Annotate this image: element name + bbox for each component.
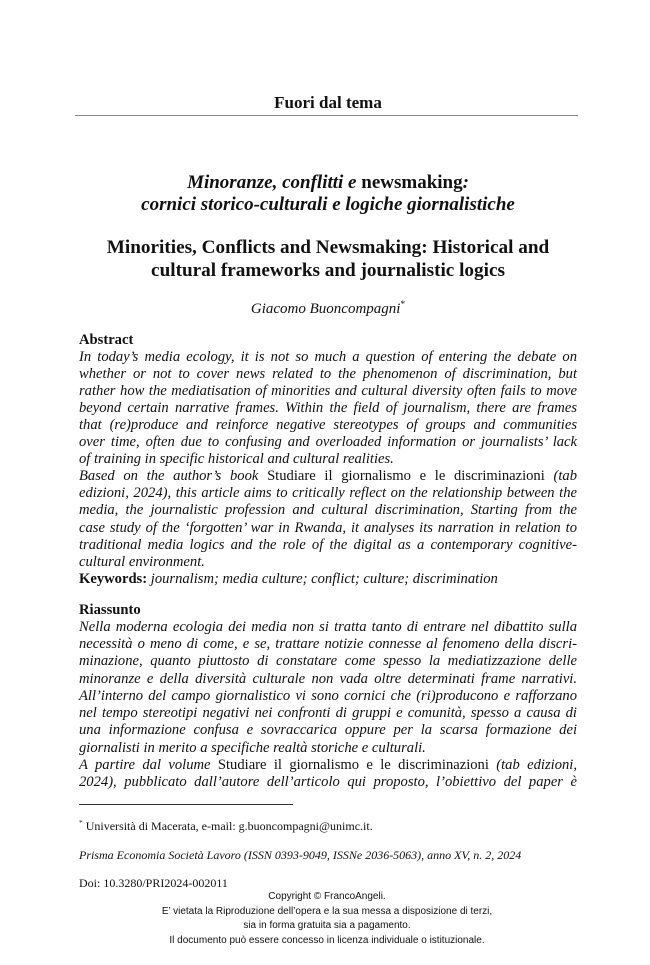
copyright-line: sia in forma gratuita sia a pagamento.	[243, 920, 411, 931]
keywords-label: Keywords:	[79, 570, 148, 587]
riassunto-line: giornalisti in merito a specifiche realtà storiche e culturali.	[79, 739, 426, 756]
footnote-mark: *	[79, 818, 83, 827]
abstract-line: case study of the ‘forgotten’ war in Rwanda, it analyses its narration in relation to	[79, 519, 577, 536]
abstract-line: that (re)produce and reinforce negative stereotypes of groups and communities	[79, 416, 577, 433]
section-title: Fuori dal tema	[274, 93, 382, 112]
keywords-list: journalism; media culture; conflict; culture; discrimination	[150, 570, 498, 587]
riassunto-line-text: A partire dal volume	[79, 756, 211, 773]
copyright-line: Copyright © FrancoAngeli.	[268, 891, 386, 902]
abstract-line: beyond certain narrative frames. Within the field of journalism, there are frames	[79, 399, 577, 416]
riassunto-line: minazione, quanto piuttosto di constatare come spesso la mediatizzazione delle	[79, 653, 577, 670]
riassunto-section	[79, 602, 577, 792]
header-rule	[75, 115, 578, 116]
author-footnote-mark: *	[400, 300, 406, 310]
riassunto-line: necessità o meno di come, e se, trattare notizie connesse al fenomeno della discri-	[79, 636, 577, 652]
abstract-line-text: (tab	[553, 468, 578, 485]
abstract-line: cultural environment.	[79, 553, 205, 570]
footnote	[79, 819, 577, 833]
title-italian	[79, 172, 577, 215]
title-italian-text: Minoranze, conflitti e	[187, 172, 357, 193]
abstract-heading: Abstract	[79, 331, 134, 348]
footnote-rule	[79, 804, 293, 805]
riassunto-line: nel tempo stereotipi negativi nei confronti di gruppi e comunità, spesso a causa di	[79, 705, 577, 721]
abstract-line: media, the journalistic profession and cultural discrimination, Starting from the	[79, 502, 577, 519]
riassunto-line: 2024), pubblicato dall’autore dell’articolo qui proposto, l’obiettivo del paper è	[79, 774, 577, 790]
footnote-text: Università di Macerata, e-mail: g.buoncompagni@unimc.it.	[85, 819, 373, 833]
book-title: Studiare il giornalismo e le discriminazioni	[267, 468, 545, 485]
book-title: Studiare il giornalismo e le discriminazioni	[217, 756, 489, 773]
title-italian-line: cornici storico-culturali e logiche giornalistiche	[141, 193, 515, 215]
copyright-line: E’ vietata la Riproduzione dell’opera e la sua messa a disposizione di terzi,	[161, 905, 493, 917]
abstract-line: whether or not to cover news related to the phenomenon of discrimination, but	[79, 365, 577, 382]
abstract-line	[79, 468, 577, 485]
riassunto-line: una informazione confusa e sovraccarica oppure per la scarsa formazione dei	[79, 722, 577, 739]
title-italian-colon: :	[462, 172, 469, 193]
title-english	[79, 236, 577, 282]
riassunto-line	[79, 757, 577, 774]
title-italian-line	[79, 172, 577, 194]
author	[79, 300, 577, 318]
abstract-line: rather how the mediatisation of minorities and cultural diversity often fails to move	[79, 382, 577, 399]
abstract-line: over time, often due to confusing and overloaded information or journalists’ lack	[79, 434, 577, 451]
copyright-notice	[77, 890, 577, 948]
doi: Doi: 10.3280/PRI2024-002011	[79, 876, 228, 890]
journal-citation: Prisma Economia Società Lavoro (ISSN 0393-9049, ISSNe 2036-5063), anno XV, n. 2, 2024	[79, 848, 522, 862]
abstract-line-text: Based on the author’s book	[79, 468, 259, 485]
title-english-line: Minorities, Conflicts and Newsmaking: Historical and	[106, 236, 550, 258]
riassunto-heading: Riassunto	[79, 601, 141, 618]
abstract-section	[79, 332, 577, 588]
riassunto-line: minoranze e della diversità culturale non vada oltre determinati frame narrativi.	[79, 670, 577, 687]
riassunto-line-text: (tab edizioni,	[496, 756, 577, 773]
abstract-line: edizioni, 2024), this article aims to critically reflect on the relationship between the	[79, 485, 577, 502]
abstract-line: In today’s media ecology, it is not so much a question of entering the debate on	[79, 348, 577, 365]
title-italian-roman-word: newsmaking	[361, 172, 463, 193]
copyright-line: Il documento può essere concesso in licenza individuale o istituzionale.	[169, 934, 485, 946]
abstract-line: traditional media logics and the role of the digital as a contemporary cognitive-	[79, 536, 577, 553]
title-english-line: cultural frameworks and journalistic logics	[151, 259, 505, 281]
riassunto-line: Nella moderna ecologia dei media non si tratta tanto di entrare nel dibattito sulla	[79, 618, 577, 635]
author-name: Giacomo Buoncompagni	[250, 301, 401, 317]
riassunto-line: All’interno del campo giornalistico vi sono cornici che (ri)producono e rafforzano	[79, 687, 577, 704]
abstract-line: of training in specific historical and cultural realities.	[79, 451, 394, 468]
keywords	[79, 571, 577, 588]
